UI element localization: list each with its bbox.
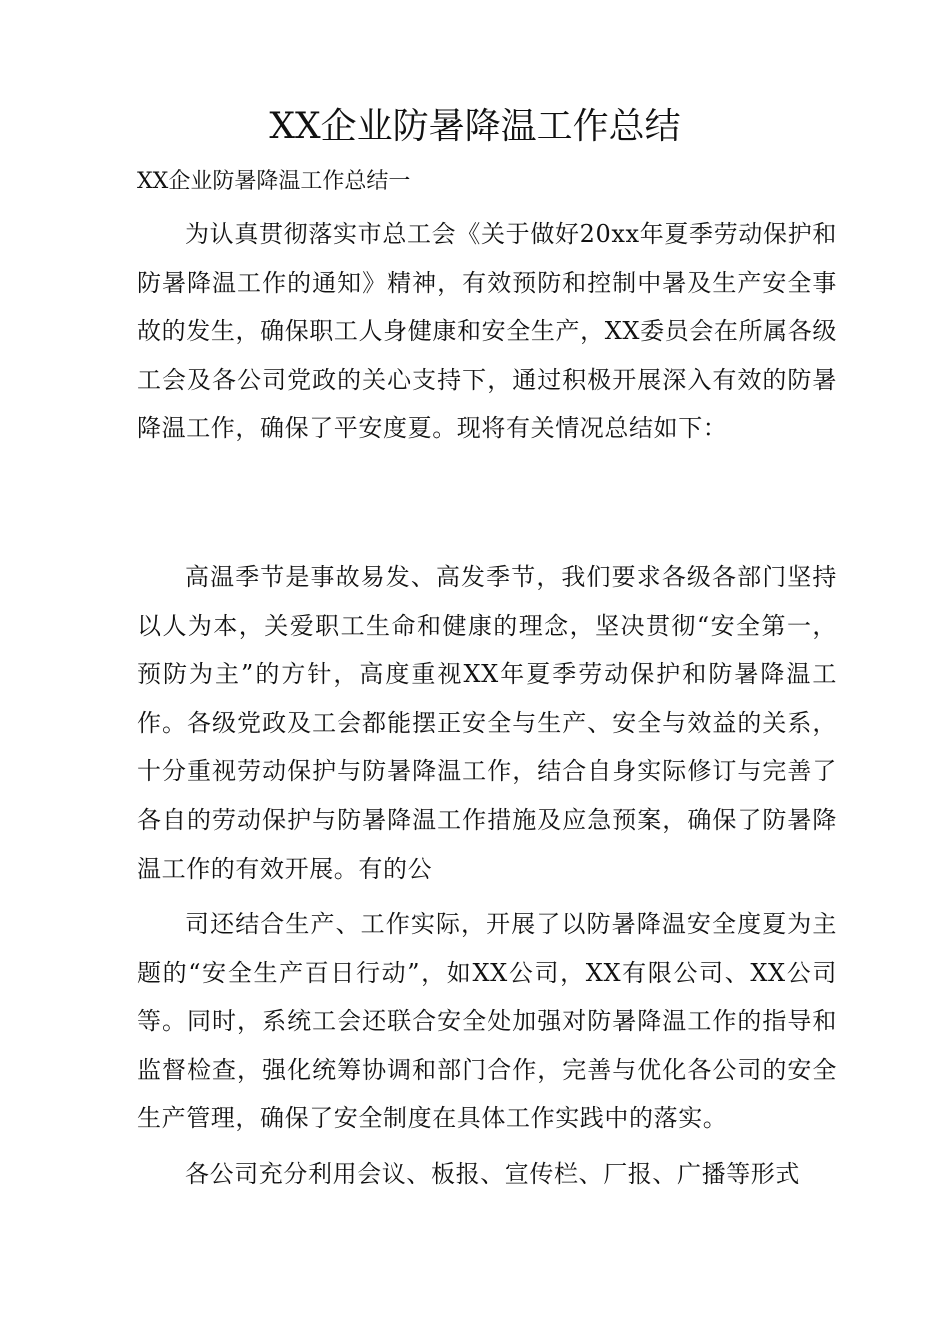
- paragraph-publicity: 各公司充分利用会议、板报、宣传栏、厂报、广播等形式: [185, 1160, 800, 1188]
- paragraph-safety-campaign: 司还结合生产、工作实际，开展了以防暑降温安全度夏为主题的“安全生产百日行动”，如XX公司，XX有限公司、XX公司等。同时，系统工会还联合安全处加强对防暑降温工作的指导和监督检查，强化统筹协调和部门合作，完善与优化各公司的安全生产管理，确保了安全制度在具体工作实践中的落实。: [137, 910, 837, 1133]
- paragraph-high-temperature: 高温季节是事故易发、高发季节，我们要求各级各部门坚持以人为本，关爱职工生命和健康的理念，坚决贯彻“安全第一，预防为主”的方针，高度重视XX年夏季劳动保护和防暑降温工作。各级党政及工会都能摆正安全与生产、安全与效益的关系，十分重视劳动保护与防暑降温工作，结合自身实际修订与完善了各自的劳动保护与防暑降温工作措施及应急预案，确保了防暑降温工作的有效开展。有的公: [137, 563, 837, 883]
- paragraph-intro: 为认真贯彻落实市总工会《关于做好20xx年夏季劳动保护和防暑降温工作的通知》精神，有效预防和控制中暑及生产安全事故的发生，确保职工人身健康和安全生产，XX委员会在所属各级工会及各公司党政的关心支持下，通过积极开展深入有效的防暑降温工作，确保了平安度夏。现将有关情况总结如下：: [137, 220, 837, 443]
- document-subtitle: XX企业防暑降温工作总结一: [137, 169, 411, 194]
- document-title: XX企业防暑降温工作总结: [269, 106, 681, 147]
